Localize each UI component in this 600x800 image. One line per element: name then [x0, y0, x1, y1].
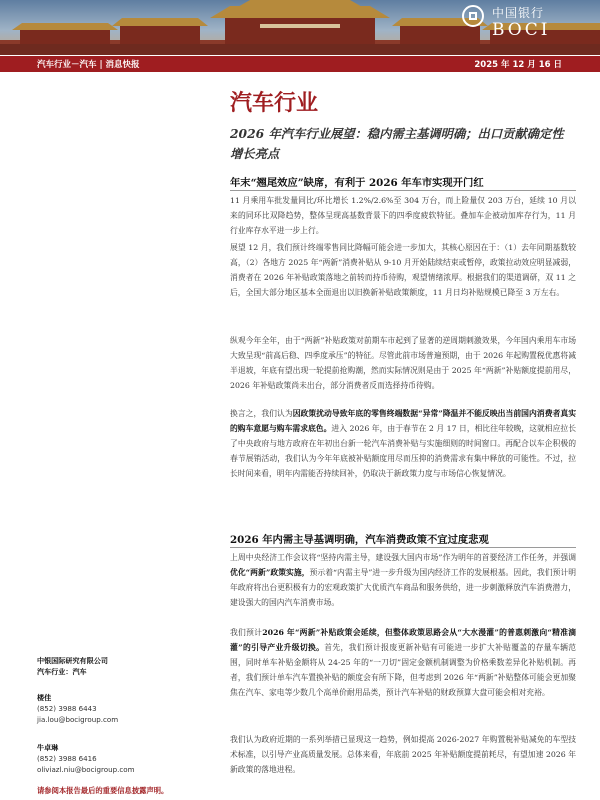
sidebar-org-name: 中银国际研究有限公司: [37, 656, 108, 665]
analyst-phone: (852) 3988 6443: [37, 704, 97, 714]
analyst-card: [37, 742, 135, 776]
report-category: 汽车行业－汽车 | 消息快报: [37, 60, 140, 70]
report-category-bar: [0, 56, 600, 72]
paragraph-7: 我们认为政府近期的一系列举措已显现这一趋势，例如提高 2026-2027 年购置税补贴减免的车型技术标准，以引导产业高质量发展。总体来看，年底前 2025 年补贴额度提前耗尽，有望加速 2026 年新政策的落地进程。: [230, 735, 576, 775]
report-subtitle: 2026 年汽车行业展望：稳内需主基调明确；出口贡献确定性增长亮点: [230, 126, 564, 161]
paragraph-6-lead: 我们预计: [230, 628, 263, 637]
paragraph-4: [230, 406, 576, 481]
report-date: 2025 年 12 月 16 日: [474, 60, 562, 70]
analyst-name: 楼佳: [37, 693, 52, 702]
sidebar-org-block: [37, 655, 108, 677]
analyst-name: 牛卓琳: [37, 743, 59, 752]
analyst-email[interactable]: oliviazl.niu@bocigroup.com: [37, 765, 135, 775]
header-banner-image: [0, 0, 600, 55]
paragraph-6: [230, 625, 576, 700]
sidebar-sector: 汽车行业：汽车: [37, 667, 87, 677]
bank-of-china-logo-icon: [462, 5, 484, 27]
paragraph-4-lead: 换言之，我们认为: [230, 409, 293, 418]
report-title: 汽车行业: [230, 90, 319, 116]
section-heading-2: 2026 年内需主导基调明确，汽车消费政策不宜过度悲观: [230, 534, 489, 546]
analyst-phone: (852) 3988 6416: [37, 754, 97, 764]
section-divider: [230, 190, 576, 191]
analyst-card: [37, 692, 118, 726]
brand-name-cn: 中国银行: [492, 6, 545, 20]
paragraph-1: 11 月乘用车批发量同比/环比增长 1.2%/2.6%至 304 万台，而上险量仅 203 万台，延续 10 月以来的同环比双降趋势，整体呈现高基数背景下的四季度疲软特征。叠加车企被动加库存行为，11 月行业库存水平进一步上行。: [230, 196, 576, 236]
boci-logo: [462, 3, 592, 47]
paragraph-5-body: 预示着“内需主导”进一步升级为国内经济工作的发展根基。因此，我们预计明年政府将出台更积极有力的宏观政策扩大优质汽车商品和服务供给，进一步刺激释放汽车消费潜力，建设强大的国内汽车消费市场。: [230, 568, 577, 608]
footer-disclaimer: 请参阅本报告最后的重要信息披露声明。: [37, 786, 169, 795]
paragraph-2: 展望 12 月，我们预计终端零售同比降幅可能会进一步加大，其核心原因在于：（1）去年同期基数较高，（2）各地方 2025 年“两新”消费补贴从 9-10 月开始陆续结束或暂停，政策拉动效应明显减弱，消费者在 2026 年补贴政策落地之前转而持币待购，观望情绪浓厚。根据我们的渠道调研，双 11 之后，全国大部分地区基本全面退出以旧换新补贴政策额度，11 月日均补贴规模已降至 3 万左右。: [230, 243, 576, 298]
paragraph-5-emphasis: 优化“两新”政策实施，: [230, 568, 310, 578]
paragraph-6-body: 首先，我们预计报废更新补贴有可能进一步扩大补贴覆盖的存量车辆范围，同时单车补贴金额将从 24-25 年的“一刀切”固定金额机制调整为价格乘数差异化补贴机制。再者，我们预计单车汽车置换补贴的额度会有所下降，但考虑到 2026 年“两新”补贴整体可能会更加聚焦在汽车、家电等少数几个高单价耐用品类，预计汽车补贴的财政预算大盘可能会相对充裕。: [230, 643, 576, 698]
paragraph-4-body: 进入 2026 年，由于春节在 2 月 17 日，相比往年较晚，这就相应拉长了中央政府与地方政府在年初出台新一轮汽车消费补贴与实施细则的时间窗口。再配合以车企积极的春节展销活动，我们认为今年年底被补贴额度用尽而压抑的消费需求有集中释放的可能性。不过，拉长时间来看，明年内需能否持续回补，仍取决于新政策力度与市场信心恢复情况。: [230, 424, 577, 479]
paragraph-5: [230, 550, 576, 610]
paragraph-5-lead: 上周中央经济工作会议将“坚持内需主导，建设强大国内市场”作为明年的首要经济工作任务，并强调: [230, 553, 576, 562]
brand-name-en: BOCI: [492, 20, 551, 40]
analyst-email[interactable]: jia.lou@bocigroup.com: [37, 715, 119, 725]
paragraph-6-emphasis: 2026 年“两新”补贴政策会延续，但整体政策思路会从“大水漫灌”的普惠刺激向“精准滴灌”的引导产业升级切换。: [230, 628, 577, 653]
section-divider: [230, 547, 576, 548]
paragraph-3: 纵观今年全年，由于“两新”补贴政策对前期车市起到了显著的逆周期刺激效果，今年国内乘用车市场大致呈现“前高后稳、四季度承压”的特征。尽管此前市场普遍预期，由于 2026 年起购置税优惠将减半退坡，年底有望出现一轮提前抢购潮，然而实际情况则是由于 2025 年“两新”补贴额度提前用尽，2026 年补贴政策尚未出台，部分消费者反而选择持币待购。: [230, 336, 576, 391]
paragraph-4-emphasis: 因政策扰动导致年底的零售终端数据“异常”降温并不能反映出当前国内消费者真实的购车意愿与购车需求底色。: [230, 409, 577, 434]
section-heading-1: 年末“翘尾效应”缺席，有利于 2026 年车市实现开门红: [230, 177, 484, 189]
